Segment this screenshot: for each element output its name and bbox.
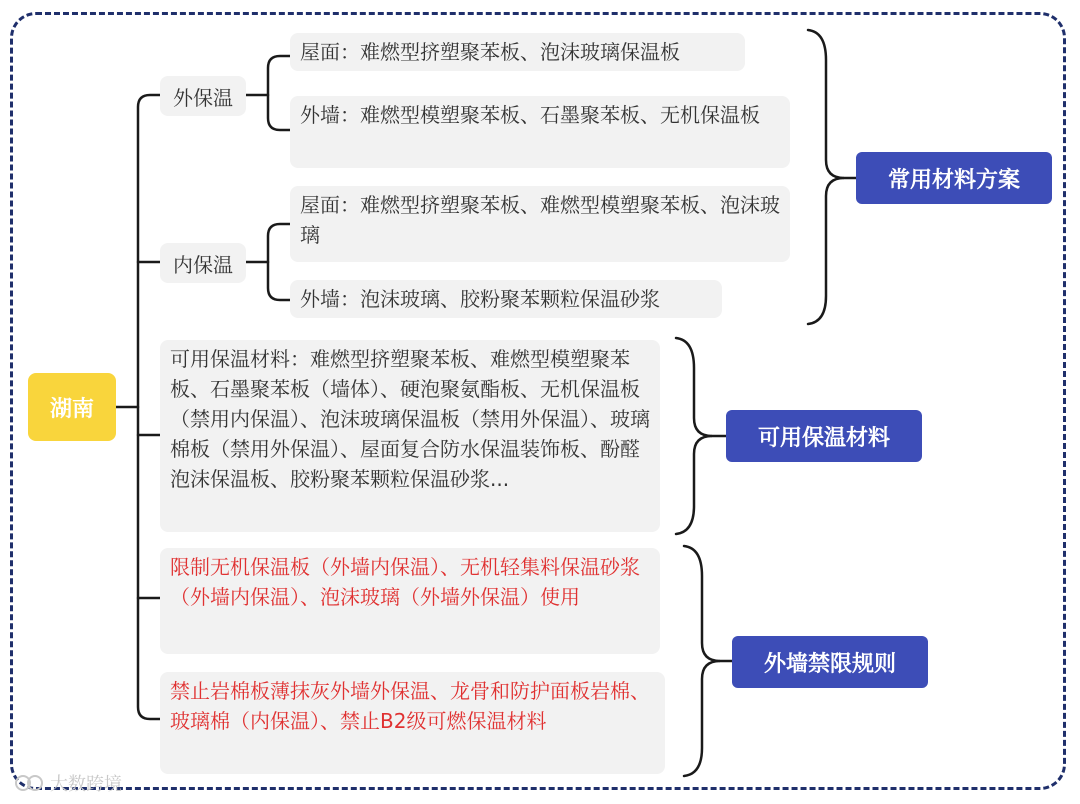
prohibit-rule-node: 禁止岩棉板薄抹灰外墙外保温、龙骨和防护面板岩棉、玻璃棉（内保温）、禁止B2级可燃保温材料 — [160, 672, 665, 774]
inner-roof-node: 屋面：难燃型挤塑聚苯板、难燃型模塑聚苯板、泡沫玻璃 — [290, 186, 790, 262]
brace-available — [676, 338, 712, 534]
summary-common-scheme: 常用材料方案 — [856, 152, 1052, 204]
brace-common — [808, 30, 844, 324]
branch-inner-insulation: 内保温 — [160, 243, 246, 283]
inner-wall-node: 外墙：泡沫玻璃、胶粉聚苯颗粒保温砂浆 — [290, 280, 722, 318]
summary-available-materials: 可用保温材料 — [726, 410, 922, 462]
summary-wall-rules: 外墙禁限规则 — [732, 636, 928, 688]
branch-outer-insulation: 外保温 — [160, 76, 246, 116]
outer-roof-node: 屋面：难燃型挤塑聚苯板、泡沫玻璃保温板 — [290, 33, 745, 71]
watermark-logo-icon — [14, 773, 44, 793]
watermark — [14, 770, 122, 796]
outer-bracket — [268, 56, 290, 130]
root-spine — [138, 95, 160, 719]
available-materials-node: 可用保温材料：难燃型挤塑聚苯板、难燃型模塑聚苯板、石墨聚苯板（墙体）、硬泡聚氨酯板、无机保温板（禁用内保温）、泡沫玻璃保温板（禁用外保温）、玻璃棉板（禁用外保温）、屋面复合防水保温装饰板、酚醛泡沫保温板、胶粉聚苯颗粒保温砂浆... — [160, 340, 660, 532]
inner-bracket — [268, 224, 290, 300]
root-node: 湖南 — [28, 373, 116, 441]
brace-rules — [684, 546, 720, 776]
watermark-text: 大数跨境 — [50, 774, 122, 795]
restrict-rule-node: 限制无机保温板（外墙内保温）、无机轻集料保温砂浆（外墙内保温）、泡沫玻璃（外墙外保温）使用 — [160, 548, 660, 654]
outer-wall-node: 外墙：难燃型模塑聚苯板、石墨聚苯板、无机保温板 — [290, 96, 790, 168]
